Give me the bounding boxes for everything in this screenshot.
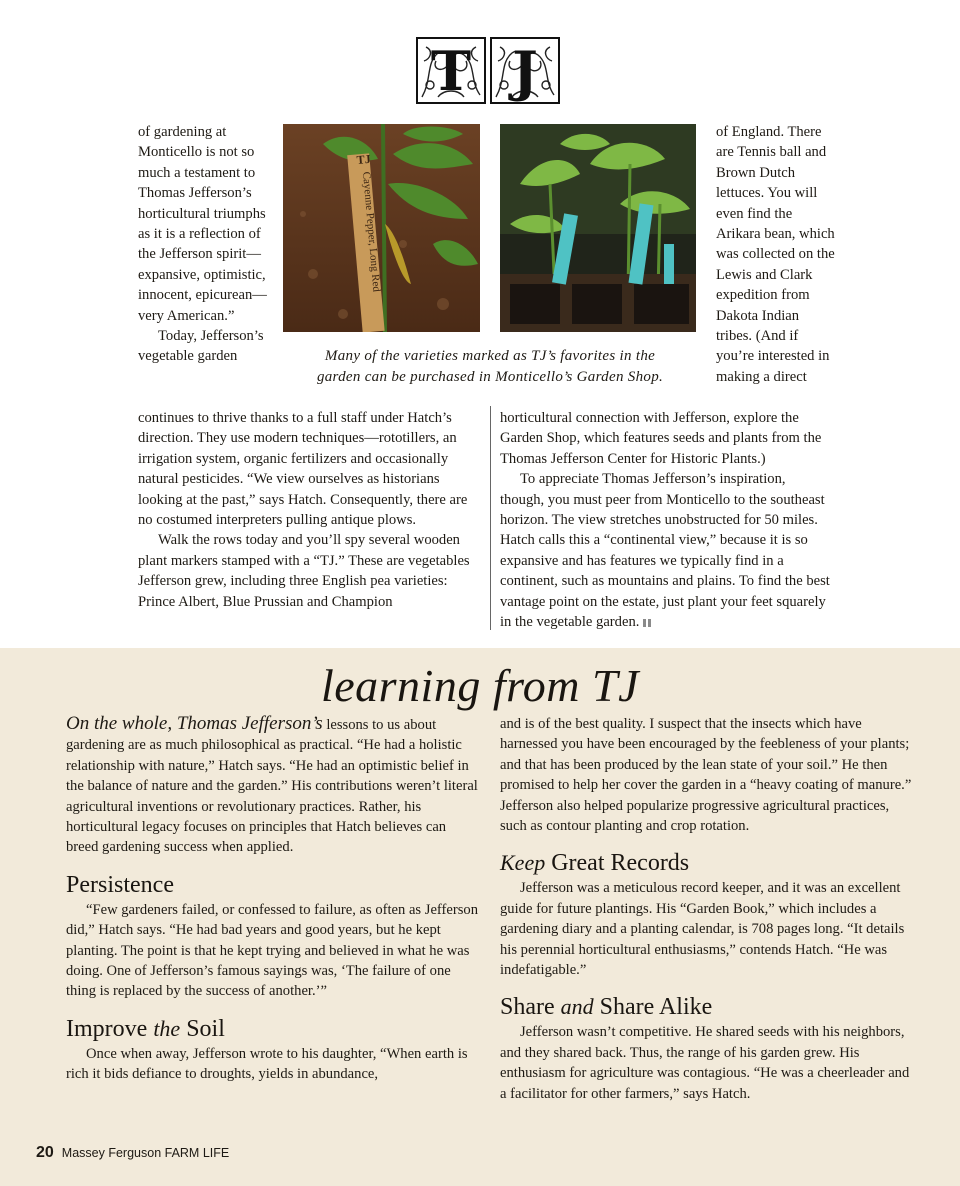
end-mark-icon [643,619,651,627]
heading-part: the [153,1015,181,1041]
article-column-left [138,408,482,612]
article-column-left-top [138,122,278,367]
heading-part: Great Records [545,850,690,877]
photo-pepper-marker [283,124,480,332]
tj-logo [416,37,562,104]
article-paragraph: of gardening at Monticello is not so much a testament to Thomas Jefferson’s horticultural triumphs as it is a reflection of the Jefferson spirit—expansive, optimistic, innocent, epicurean—very American.” [138,124,267,324]
logo-letter-j: J [512,38,538,103]
photo-caption [290,346,690,388]
plant-marker-tag: TJ [356,151,372,167]
heading-part: Soil [180,1015,225,1042]
heading-share-alike [500,992,916,1022]
heading-keep-records [500,848,916,878]
logo-letter-t: T [430,38,472,103]
page-number: 20 [36,1144,54,1161]
article-column-right [500,408,830,632]
sidebar-intro [66,714,480,858]
logo-tile-t [416,37,486,104]
article-paragraph: Today, Jefferson’s vegetable garden [138,328,264,365]
article-paragraph: Walk the rows today and you’ll spy several wooden plant markers stamped with a “TJ.” These are vegetables Jefferson grew, including three English pea varieties: Prince Albert, Blue Prussian and Champion [138,532,470,610]
article-paragraph: horticultural connection with Jefferson, explore the Garden Shop, which features seeds and plants from the Thomas Jefferson Center for Historic Plants.) [500,410,822,467]
heading-part: and [560,994,594,1020]
logo-tile-j [490,37,560,104]
records-text: Jefferson was a meticulous record keeper, and it was an excellent guide for future plantings. His “Garden Book,” which includes a gardening diary and a planting calendar, is 708 pages long. “It details his perennial horticultural enthusiasms,” contends Hatch. “He was indefatigable.” [500,880,905,979]
page-footer [36,1144,229,1162]
heading-part: Share [500,994,561,1021]
article-paragraph: of England. There are Tennis ball and Brown Dutch lettuces. You will even find the Arikara bean, which was collected on the Lewis and Clark expedition from Dakota Indian tribes. (And if you’re interested in making a direct [716,124,835,385]
persistence-text: “Few gardeners failed, or confessed to failure, as often as Jefferson did,” Hatch says. “He had bad years and good years, but he kept planting. The point is that he kept trying and believed in what he was doing. One of Jefferson’s famous sayings was, ‘The failure of one thing is replaced by the success of another.’” [66,901,478,1000]
article-paragraph: continues to thrive thanks to a full staff under Hatch’s direction. They use modern techniques—rototillers, an irrigation system, organic fertilizers and occasionally natural pesticides. “We view ourselves as historians looking at the past,” says Hatch. Consequently, there are no costumed interpreters pulling antique plows. [138,410,468,529]
caption-line: garden can be purchased in Monticello’s Garden Shop. [316,369,664,385]
heading-part: Improve [66,1015,154,1042]
heading-part: Keep [500,850,546,876]
plant-marker-label: Cayenne Pepper, Long Red [360,171,383,293]
sidebar-column-left [66,714,480,1085]
heading-improve-soil [66,1014,480,1044]
sidebar-column-right [500,714,916,1104]
soil-text: Once when away, Jefferson wrote to his daughter, “When earth is rich it bids defiance to droughts, yields in abundance, [66,1045,468,1083]
share-text: Jefferson wasn’t competitive. He shared seeds with his neighbors, and they shared back. Thus, the range of his garden grew. His enthusiasm for agriculture was contagious. “He was a cheerleader and a facilitator for other farmers,” says Hatch. [500,1024,910,1102]
caption-line: Many of the varieties marked as TJ’s favorites in the [324,348,656,364]
column-divider [490,406,491,630]
sidebar-intro-text: lessons to us about gardening are as much philosophical as practical. “He had a holistic relationship with nature,” Hatch says. “He had an optimistic belief in the balance of nature and the garden.” His contributions weren’t literal agricultural inventions or revolutionary practices. Rather, his horticultural legacy focuses on principles that Hatch believes can breed gardening success when applied. [66,717,478,856]
sidebar-intro-lead: On the whole, Thomas Jefferson’s [66,713,323,734]
sidebar-title: learning from TJ [320,660,640,711]
heading-part: Share Alike [593,994,713,1021]
soil-text-continued: and is of the best quality. I suspect that the insects which have harnessed you have been encouraged by the feebleness of your plants; and that has been produced by the lean state of your soil.” He then promised to help her cover the garden in a “heavy coating of manure.” Jefferson also helped popularize progressive agricultural practices, such as contour planting and crop rotation. [500,716,912,835]
article-column-right-top [716,122,836,387]
article-paragraph-final [500,469,830,632]
heading-persistence: Persistence [66,871,174,898]
photo-seedlings-tags [500,124,696,332]
article-paragraph: To appreciate Thomas Jefferson’s inspiration, though, you must peer from Monticello to the southeast horizon. The view stretches unobstructed for 50 miles. Hatch calls this a “continental view,” because it is so expansive and has features we typically find in a continent, such as mountains and plains. To find the best vantage point on the estate, just plant your feet squarely in the vegetable garden. [500,471,830,631]
publication-name: Massey Ferguson FARM LIFE [61,1146,230,1160]
